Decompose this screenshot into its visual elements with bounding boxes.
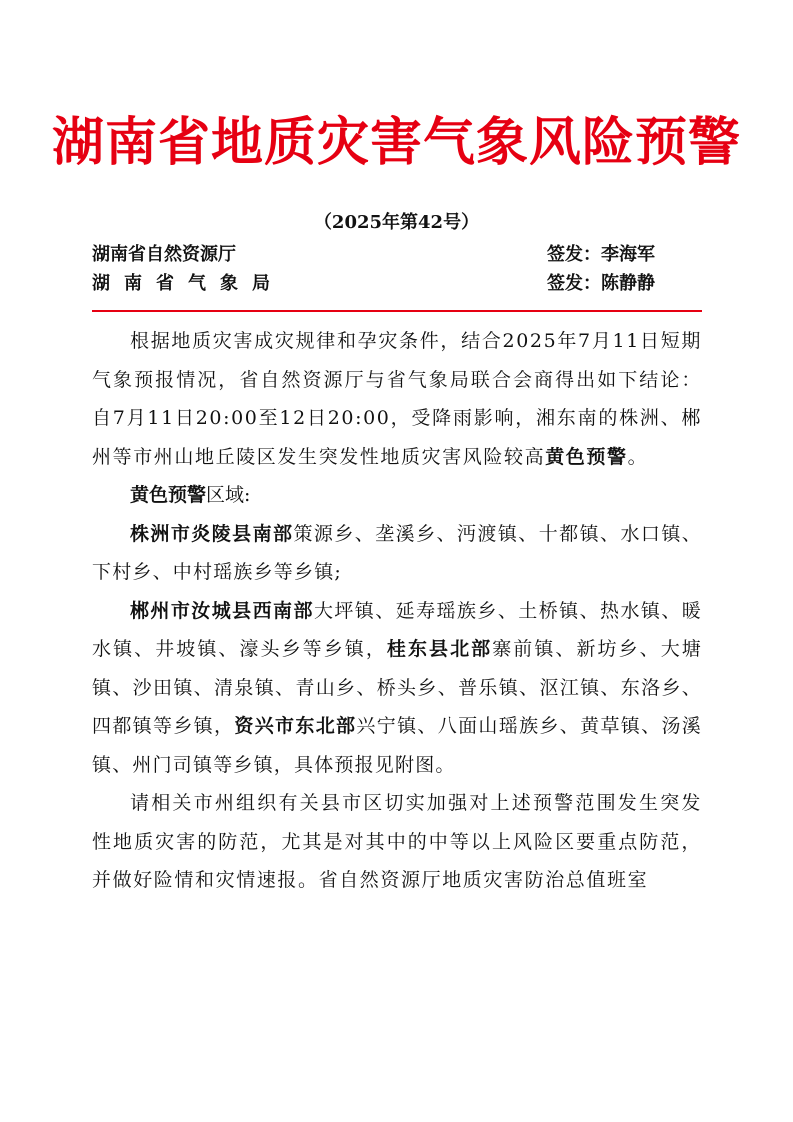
paragraph-instructions [92,784,702,900]
paragraph-zhuzhou [92,515,702,592]
paragraph-chenzhou [92,592,702,785]
issuer-org: 湖南省自然资源厅 [92,244,236,265]
paragraph-text: 大坪镇、延寿瑶族乡、土桥镇、热水镇、暖水镇、井坡镇、濠头乡等乡镇， [92,599,702,660]
region-name: 资兴市东北部 [234,715,357,737]
document-body [92,322,702,900]
paragraph-text: 寨前镇、新坊乡、大塘镇、沙田镇、清泉镇、青山乡、桥头乡、普乐镇、沤江镇、东洛乡、四都镇等乡镇， [92,638,702,737]
issuer-signer: 签发：陈静静 [547,273,655,294]
region-name: 桂东县北部 [386,638,493,660]
paragraph-text: 策源乡、垄溪乡、沔渡镇、十都镇、水口镇、下村乡、中村瑶族乡等乡镇; [92,522,702,583]
paragraph-region-heading [92,476,702,515]
paragraph-text: 兴宁镇、八面山瑶族乡、黄草镇、汤溪镇、州门司镇等乡镇，具体预报见附图。 [92,715,703,776]
region-name: 株洲市炎陵县南部 [130,522,294,545]
issuer-org: 湖南省气象局 [92,273,284,294]
paragraph-text: 根据地质灾害成灾规律和孕灾条件，结合2025年7月11日短期气象预报情况，省自然资源厅与省气象局联合会商得出如下结论：自7月11日20:00至12日20:00，受降雨影响，湘东南的株洲、郴州等市州山地丘陵区发生突发性地质灾害风险较高 [92,330,702,468]
document-number: （2025年第42号） [313,212,480,233]
region-name: 郴州市汝城县西南部 [130,599,314,622]
issuer-row-1 [92,241,702,269]
warning-level-label: 黄色预警 [130,484,207,506]
warning-level-label: 黄色预警 [545,445,628,468]
paragraph-text: 。 [627,445,649,468]
paragraph-intro [92,322,702,476]
header-divider [92,310,702,312]
issuer-row-2 [92,270,702,298]
paragraph-text: 请相关市州组织有关县市区切实加强对上述预警范围发生突发性地质灾害的防范，尤其是对其中的中等以上风险区要重点防范，并做好险情和灾情速报。省自然资源厅地质灾害防治总值班室 [92,792,702,891]
document-title: 湖南省地质灾害气象风险预警 [51,113,741,173]
issuer-signer: 签发：李海军 [547,244,655,265]
paragraph-text: 区域: [206,484,251,506]
